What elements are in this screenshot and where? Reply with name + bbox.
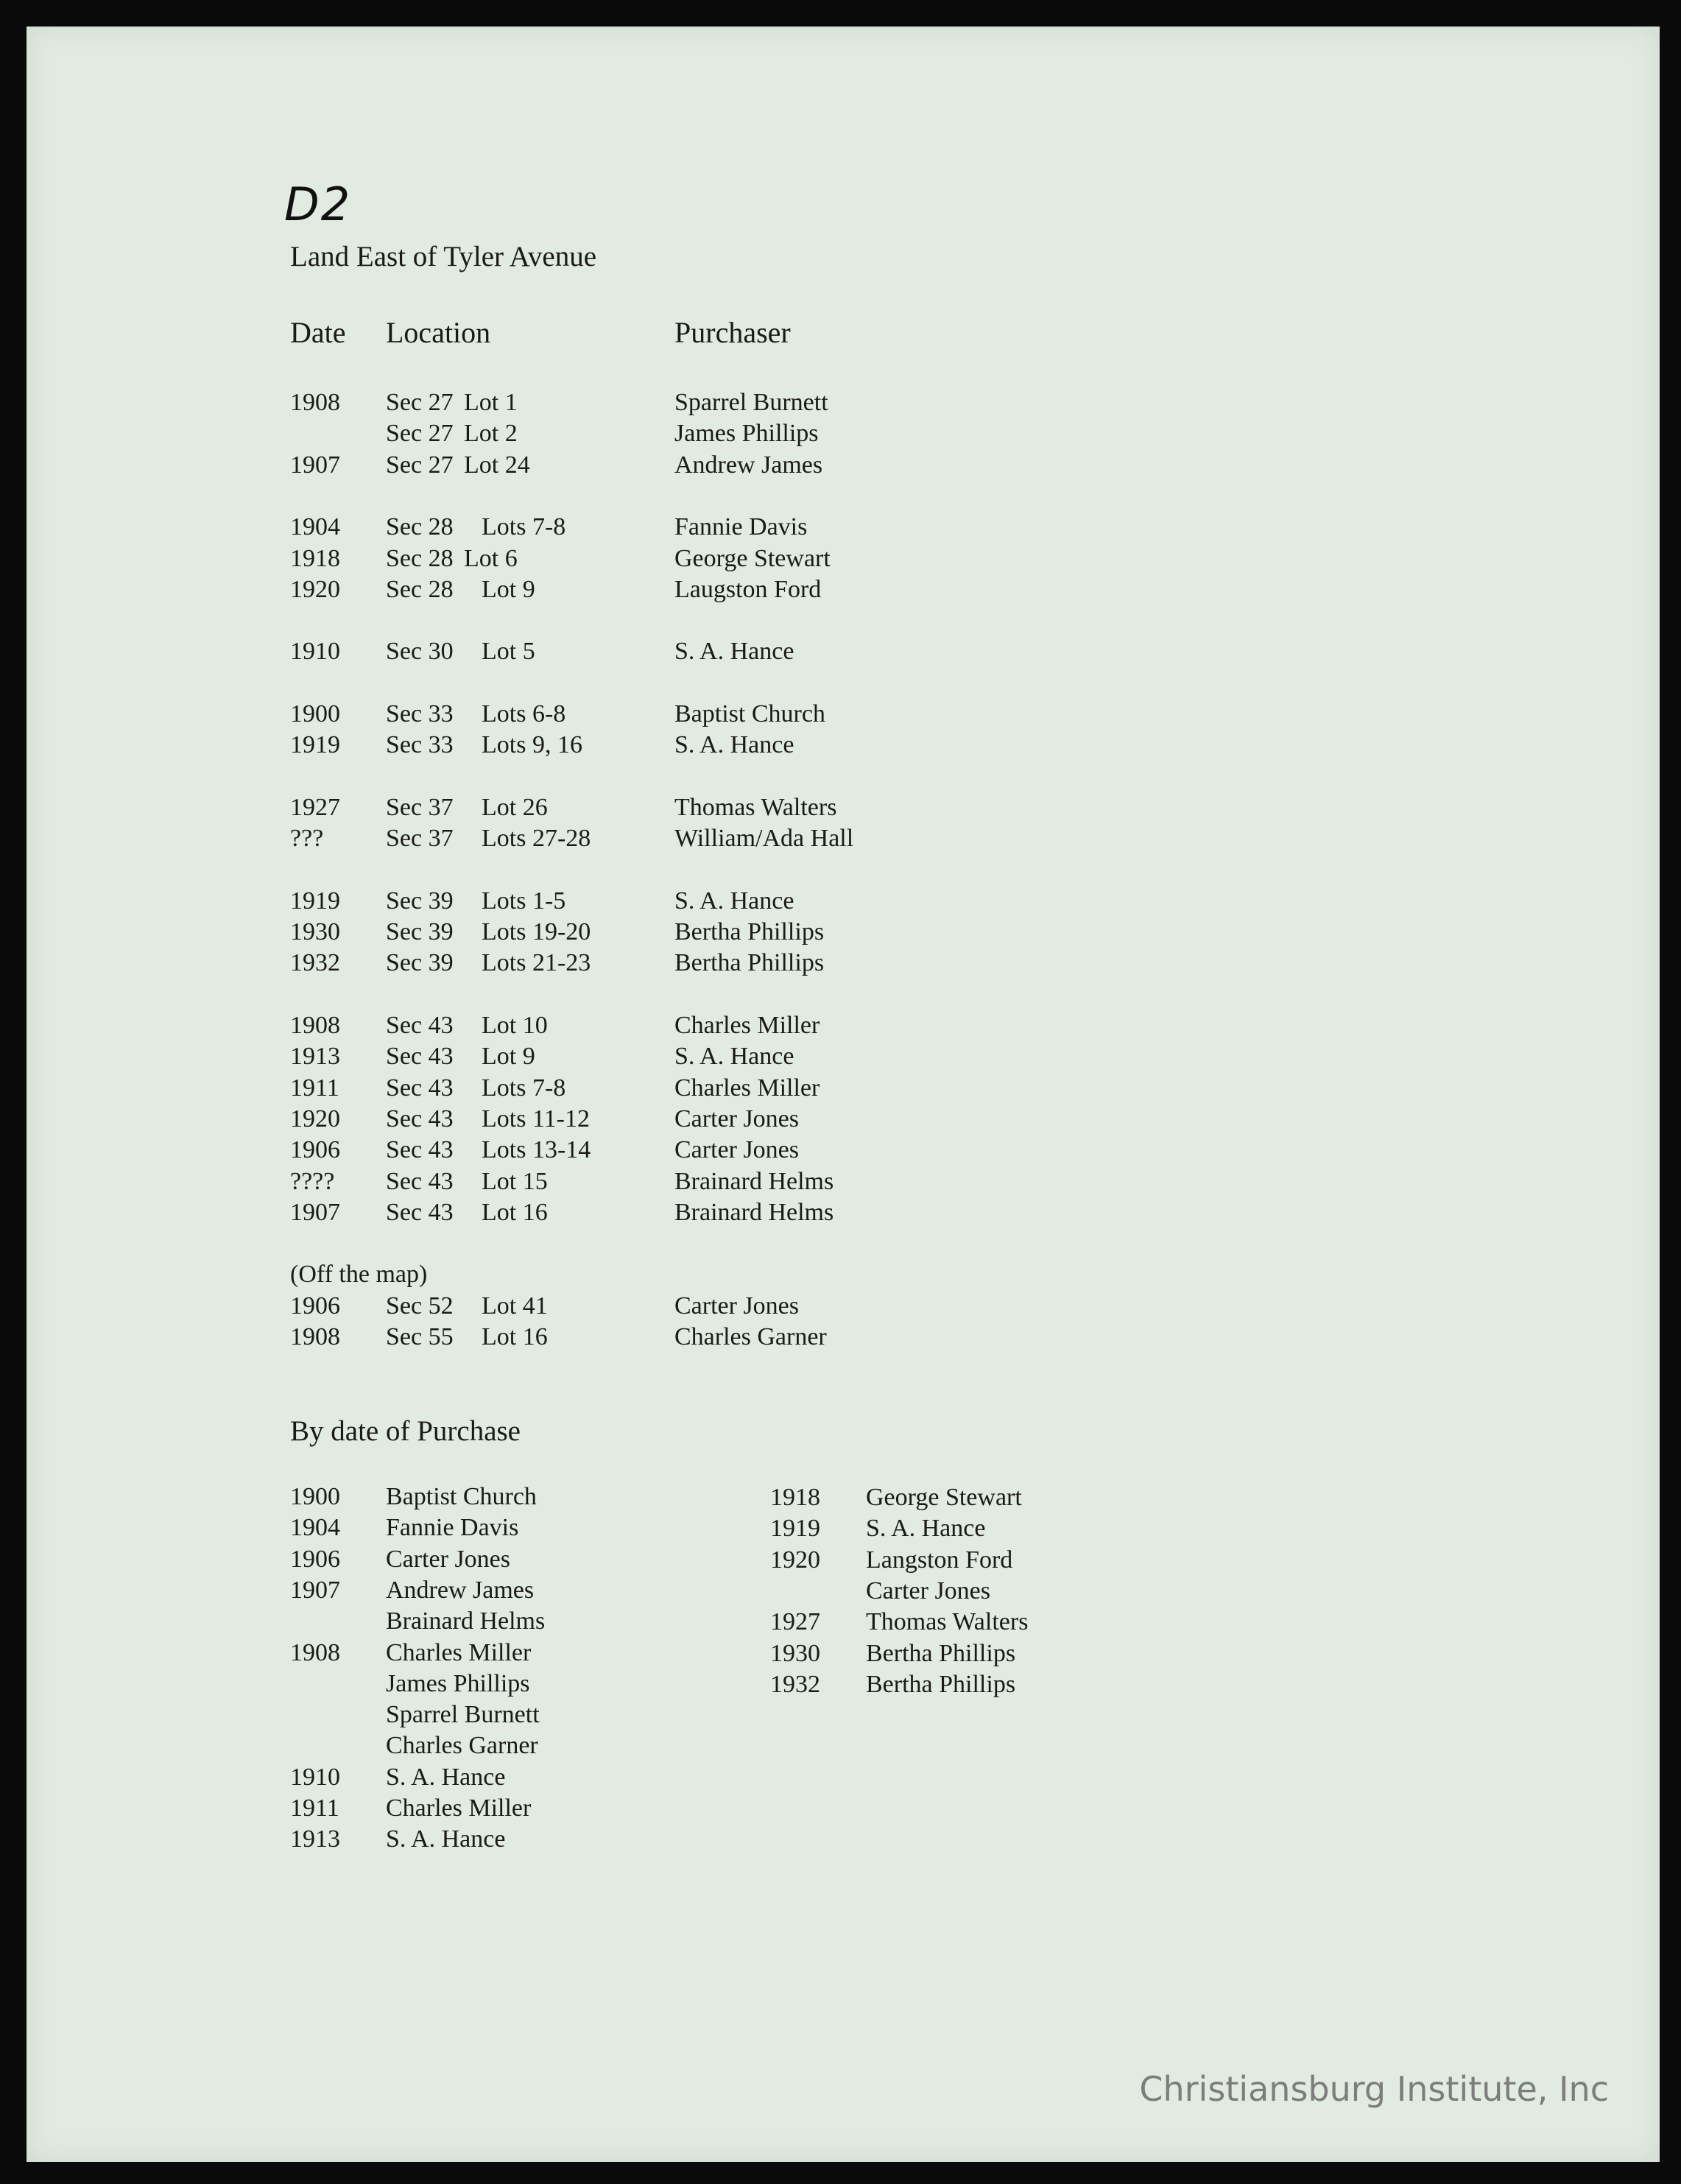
row-lot: Lots 9, 16 [482,731,582,759]
list-name: Sparrel Burnett [386,1701,540,1729]
list-year: 1918 [770,1484,820,1511]
list-year: 1913 [290,1825,340,1853]
list-year: 1900 [290,1483,340,1510]
row-date: 1907 [290,1198,340,1226]
row-purchaser: S. A. Hance [674,1043,794,1071]
list-year: 1919 [770,1515,820,1543]
list-name: S. A. Hance [386,1825,506,1853]
handwritten-label: D2 [284,177,352,231]
row-purchaser: William/Ada Hall [674,825,854,853]
list-year: 1904 [290,1514,340,1542]
row-section: Sec 55 [386,1323,454,1350]
row-lot: Lot 41 [482,1292,548,1320]
list-year: 1930 [770,1639,820,1667]
list-year: 1927 [770,1608,820,1636]
list-name: Thomas Walters [866,1608,1029,1636]
off-map-label: (Off the map) [290,1261,428,1289]
row-section: Sec 43 [386,1167,454,1195]
row-section: Sec 39 [386,887,454,915]
row-purchaser: Laugston Ford [674,575,822,603]
list-year: 1907 [290,1576,340,1604]
row-purchaser: Brainard Helms [674,1198,834,1226]
row-section: Sec 33 [386,731,454,759]
row-date: 1910 [290,638,340,666]
row-lot: Lot 6 [464,544,518,572]
row-purchaser: S. A. Hance [674,887,794,915]
row-section: Sec 30 [386,638,454,666]
row-section: Sec 27 [386,451,454,479]
document-page [27,27,1660,2162]
row-purchaser: Carter Jones [674,1292,800,1320]
row-purchaser: Charles Miller [674,1074,820,1102]
list-year: 1910 [290,1763,340,1791]
row-date: 1907 [290,451,340,479]
row-purchaser: George Stewart [674,544,831,572]
by-date-title: By date of Purchase [290,1415,521,1447]
row-purchaser: Bertha Phillips [674,949,825,977]
row-section: Sec 28 [386,544,454,572]
list-year: 1920 [770,1546,820,1574]
page-title: Land East of Tyler Avenue [290,241,597,272]
watermark-text: Christiansburg Institute, Inc [1139,2069,1609,2109]
row-lot: Lots 6-8 [482,700,566,728]
list-name: Baptist Church [386,1483,537,1510]
row-section: Sec 39 [386,949,454,977]
row-lot: Lots 27-28 [482,825,591,853]
list-name: S. A. Hance [866,1515,986,1543]
row-lot: Lot 16 [482,1198,548,1226]
row-date: 1911 [290,1074,339,1102]
row-section: Sec 27 [386,420,454,448]
row-lot: Lot 1 [464,389,518,416]
row-date: 1920 [290,575,340,603]
row-purchaser: Brainard Helms [674,1167,834,1195]
row-lot: Lot 24 [464,451,530,479]
row-lot: Lot 9 [482,575,535,603]
header-purchaser: Purchaser [674,316,791,349]
row-lot: Lot 2 [464,420,518,448]
list-name: Carter Jones [386,1545,511,1573]
header-location: Location [386,316,491,349]
list-name: S. A. Hance [386,1763,506,1791]
list-year: 1906 [290,1545,340,1573]
list-name: Langston Ford [866,1546,1013,1574]
list-name: Carter Jones [866,1577,991,1604]
list-name: Charles Miller [386,1638,532,1666]
row-section: Sec 33 [386,700,454,728]
row-lot: Lot 15 [482,1167,548,1195]
row-section: Sec 43 [386,1043,454,1071]
list-name: Fannie Davis [386,1514,519,1542]
row-date: 1932 [290,949,340,977]
row-date: 1908 [290,389,340,416]
row-purchaser: Charles Garner [674,1323,827,1350]
row-date: 1930 [290,918,340,946]
row-section: Sec 37 [386,825,454,853]
row-section: Sec 39 [386,918,454,946]
row-date: 1918 [290,544,340,572]
row-section: Sec 43 [386,1012,454,1039]
row-lot: Lots 1-5 [482,887,566,915]
row-date: 1927 [290,793,340,821]
row-purchaser: S. A. Hance [674,731,794,759]
row-date: 1919 [290,887,340,915]
row-section: Sec 28 [386,513,454,541]
list-name: Andrew James [386,1576,535,1604]
row-date: ???? [290,1167,335,1195]
row-purchaser: S. A. Hance [674,638,794,666]
row-purchaser: Sparrel Burnett [674,389,828,416]
list-year: 1911 [290,1794,339,1822]
header-date: Date [290,316,346,349]
row-date: 1906 [290,1136,340,1164]
row-purchaser: Andrew James [674,451,823,479]
row-section: Sec 52 [386,1292,454,1320]
row-lot: Lots 7-8 [482,1074,566,1102]
row-lot: Lots 7-8 [482,513,566,541]
row-date: 1900 [290,700,340,728]
row-date: 1920 [290,1105,340,1132]
row-lot: Lots 13-14 [482,1136,591,1164]
row-section: Sec 43 [386,1074,454,1102]
row-date: 1904 [290,513,340,541]
row-date: 1908 [290,1323,340,1350]
row-section: Sec 28 [386,575,454,603]
row-section: Sec 27 [386,389,454,416]
row-purchaser: Carter Jones [674,1136,800,1164]
row-purchaser: Fannie Davis [674,513,808,541]
row-section: Sec 43 [386,1136,454,1164]
row-date: 1908 [290,1012,340,1039]
row-lot: Lots 11-12 [482,1105,591,1132]
row-lot: Lots 21-23 [482,949,591,977]
list-name: Brainard Helms [386,1607,546,1635]
list-name: George Stewart [866,1484,1022,1511]
row-purchaser: Carter Jones [674,1105,800,1132]
row-date: 1906 [290,1292,340,1320]
row-purchaser: Bertha Phillips [674,918,825,946]
row-lot: Lot 5 [482,638,535,666]
row-purchaser: Charles Miller [674,1012,820,1039]
row-lot: Lot 9 [482,1043,535,1071]
list-name: Charles Garner [386,1732,538,1760]
row-date: 1913 [290,1043,340,1071]
row-purchaser: James Phillips [674,420,819,448]
row-date: ??? [290,825,324,853]
list-name: Bertha Phillips [866,1670,1016,1698]
row-purchaser: Thomas Walters [674,793,837,821]
row-lot: Lot 26 [482,793,548,821]
row-purchaser: Baptist Church [674,700,825,728]
list-year: 1932 [770,1670,820,1698]
list-name: Bertha Phillips [866,1639,1016,1667]
row-lot: Lots 19-20 [482,918,591,946]
row-section: Sec 43 [386,1198,454,1226]
row-date: 1919 [290,731,340,759]
list-name: James Phillips [386,1669,530,1697]
row-lot: Lot 16 [482,1323,548,1350]
list-year: 1908 [290,1638,340,1666]
row-section: Sec 43 [386,1105,454,1132]
row-lot: Lot 10 [482,1012,548,1039]
row-section: Sec 37 [386,793,454,821]
list-name: Charles Miller [386,1794,532,1822]
